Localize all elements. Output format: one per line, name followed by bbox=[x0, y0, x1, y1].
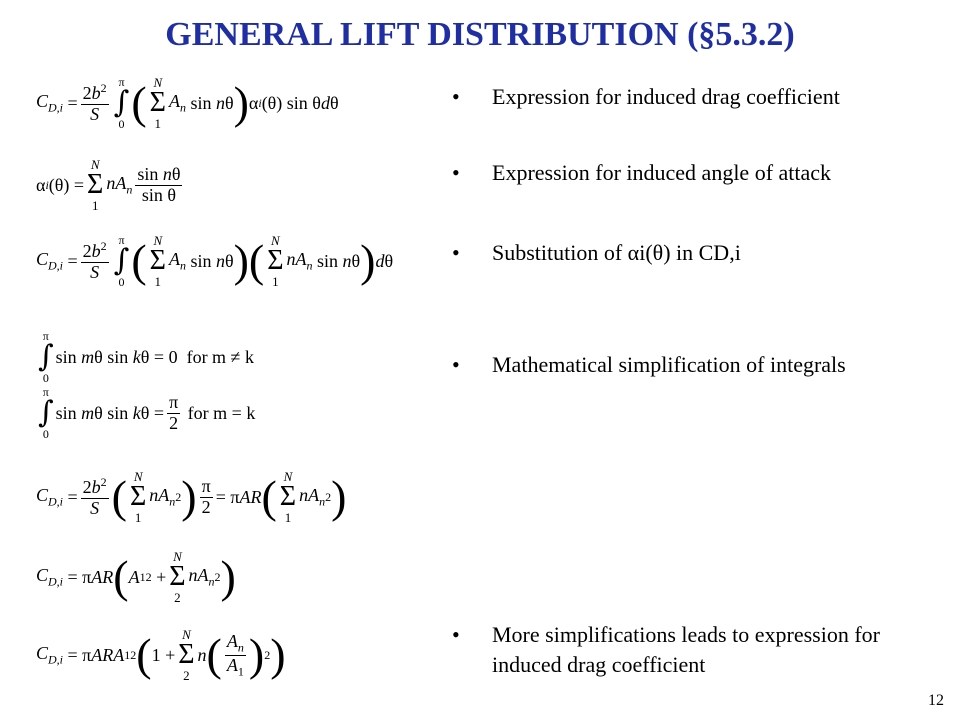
equation-simplified-drag: $C_{D,i}$ = $\frac{2b^2}{S}$ ( N Σ 1 $nA_n$ 2 ) $\frac{\pi}{2}$ = π AR ( N Σ 1 $nA_n$ 2 ) bbox=[36, 469, 347, 525]
equation-drag-final: $C_{D,i}$ = π AR A 1 2 ( 1 + N Σ 2 n ( $\frac{A_n}{A_1}$ ) 2 ) bbox=[36, 627, 286, 683]
bullet-item bbox=[452, 350, 942, 380]
bullet-item bbox=[452, 158, 942, 188]
bullet-text: More simplifications leads to expression for induced drag coefficient bbox=[492, 622, 880, 677]
bullet-marker: • bbox=[452, 160, 460, 185]
equation-substitution: $C_{D,i}$ = $\frac{2b^2}{S}$ π ∫ 0 ( N Σ 1 $A_n$ sin n θ )( N Σ 1 $nA_n$ sin n θ ) d θ bbox=[36, 233, 394, 289]
bullet-text: Mathematical simplification of integrals bbox=[492, 352, 846, 377]
bullet-marker: • bbox=[452, 84, 460, 109]
slide-title: GENERAL LIFT DISTRIBUTION (§5.3.2) bbox=[165, 16, 795, 53]
equation-induced-angle: α i (θ) = N Σ 1 $nA_n$ $\frac{\text{sin nθ}}{\text{sin θ}}$ bbox=[36, 157, 181, 213]
page-number: 12 bbox=[928, 692, 944, 709]
equation-induced-drag-integral: $C_{D,i}$ = $\frac{2b^2}{S}$ π ∫ 0 ( N Σ 1 $A_n$ sin n θ ) α i (θ) sin θ d θ bbox=[36, 75, 339, 131]
bullet-text: Expression for induced drag coefficient bbox=[492, 84, 840, 109]
bullet-text: Expression for induced angle of attack bbox=[492, 160, 832, 185]
bullet-item bbox=[452, 238, 942, 268]
equation-orthogonality-equal: π ∫ 0 sin m θ sin k θ = $\frac{\pi}{2}$ for m = k bbox=[38, 385, 256, 441]
bullet-item bbox=[452, 620, 942, 680]
bullet-marker: • bbox=[452, 352, 460, 377]
bullet-item bbox=[452, 82, 942, 112]
equation-drag-a1-expanded: $C_{D,i}$ = π AR ( A 1 2 + N Σ 2 $nA_n$ 2 ) bbox=[36, 549, 236, 605]
bullet-text: Substitution of αi(θ) in CD,i bbox=[492, 240, 741, 265]
bullet-marker: • bbox=[452, 240, 460, 265]
bullet-marker: • bbox=[452, 622, 460, 647]
equation-orthogonality-unequal: π ∫ 0 sin m θ sin k θ = 0 for m ≠ k bbox=[38, 329, 254, 385]
